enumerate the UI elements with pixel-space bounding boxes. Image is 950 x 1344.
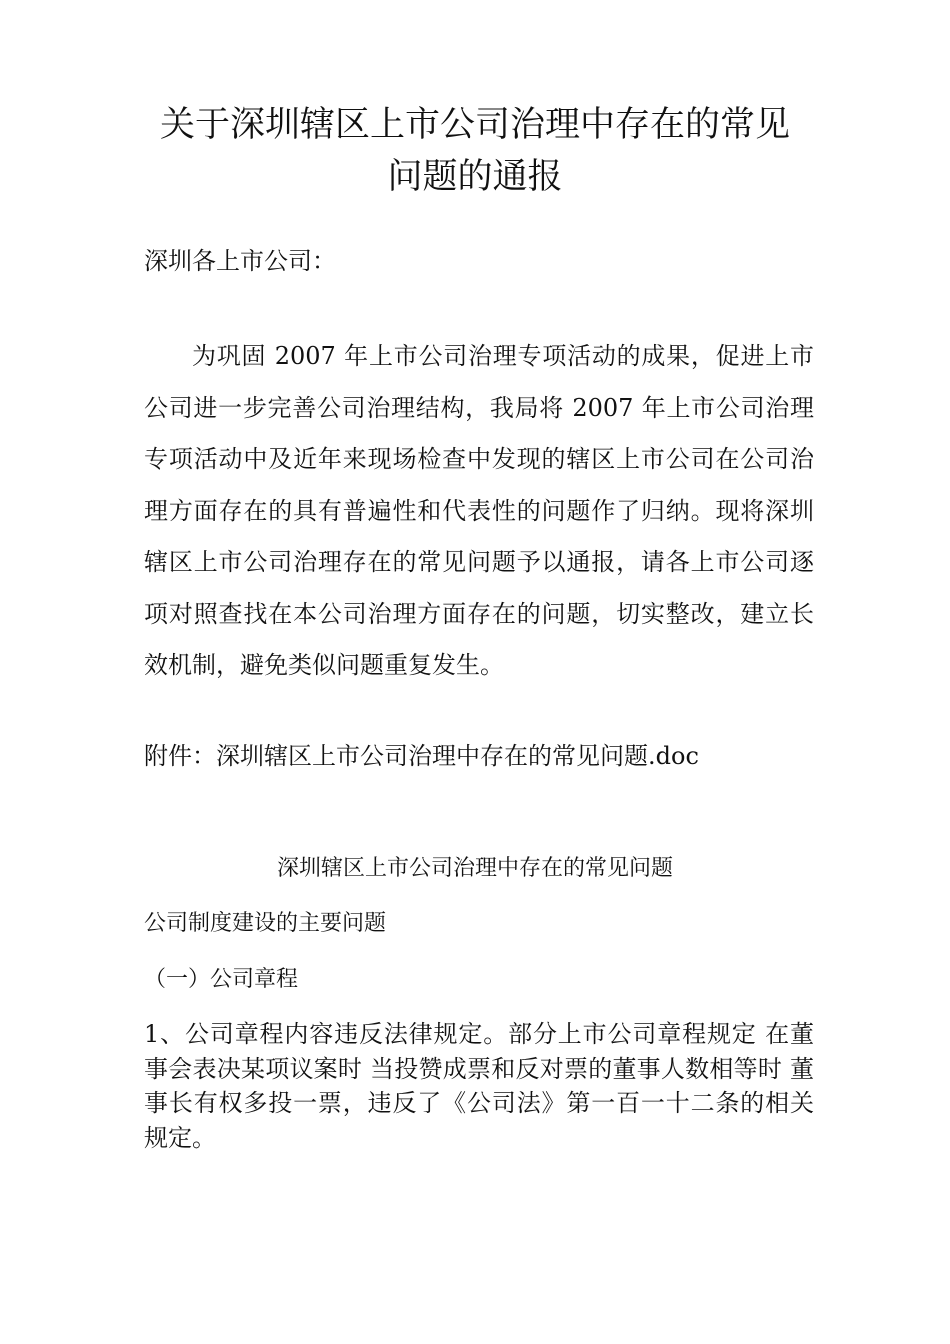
document-title-line-1: 关于深圳辖区上市公司治理中存在的常见: [159, 105, 790, 145]
document-title-line-2: 问题的通报: [387, 157, 563, 197]
list-item: 1、公司章程内容违反法律规定。部分上市公司章程规定 在董事会表决某项议案时 当投赞成票和反对票的董事人数相等时 董事长有权多投一票，违反了《公司法》第一百一十二条的相关规定。: [144, 1020, 814, 1152]
section-title: 公司制度建设的主要问题: [144, 911, 387, 936]
subsection-title: （一）公司章程: [144, 967, 299, 992]
attachment-reference: 附件：深圳辖区上市公司治理中存在的常见问题.doc: [144, 742, 699, 770]
appendix-heading: 深圳辖区上市公司治理中存在的常见问题: [276, 856, 673, 881]
salutation: 深圳各上市公司：: [144, 247, 336, 275]
notice-body-paragraph: 为巩固 2007 年上市公司治理专项活动的成果，促进上市公司进一步完善公司治理结构，我局将 2007 年上市公司治理专项活动中及近年来现场检查中发现的辖区上市公司在公司治理方面存在的具有普遍性和代表性的问题作了归纳。现将深圳辖区上市公司治理存在的常见问题予以通报，请各上市公司逐项对照查找在本公司治理方面存在的问题，切实整改，建立长效机制，避免类似问题重复发生。: [144, 342, 814, 679]
